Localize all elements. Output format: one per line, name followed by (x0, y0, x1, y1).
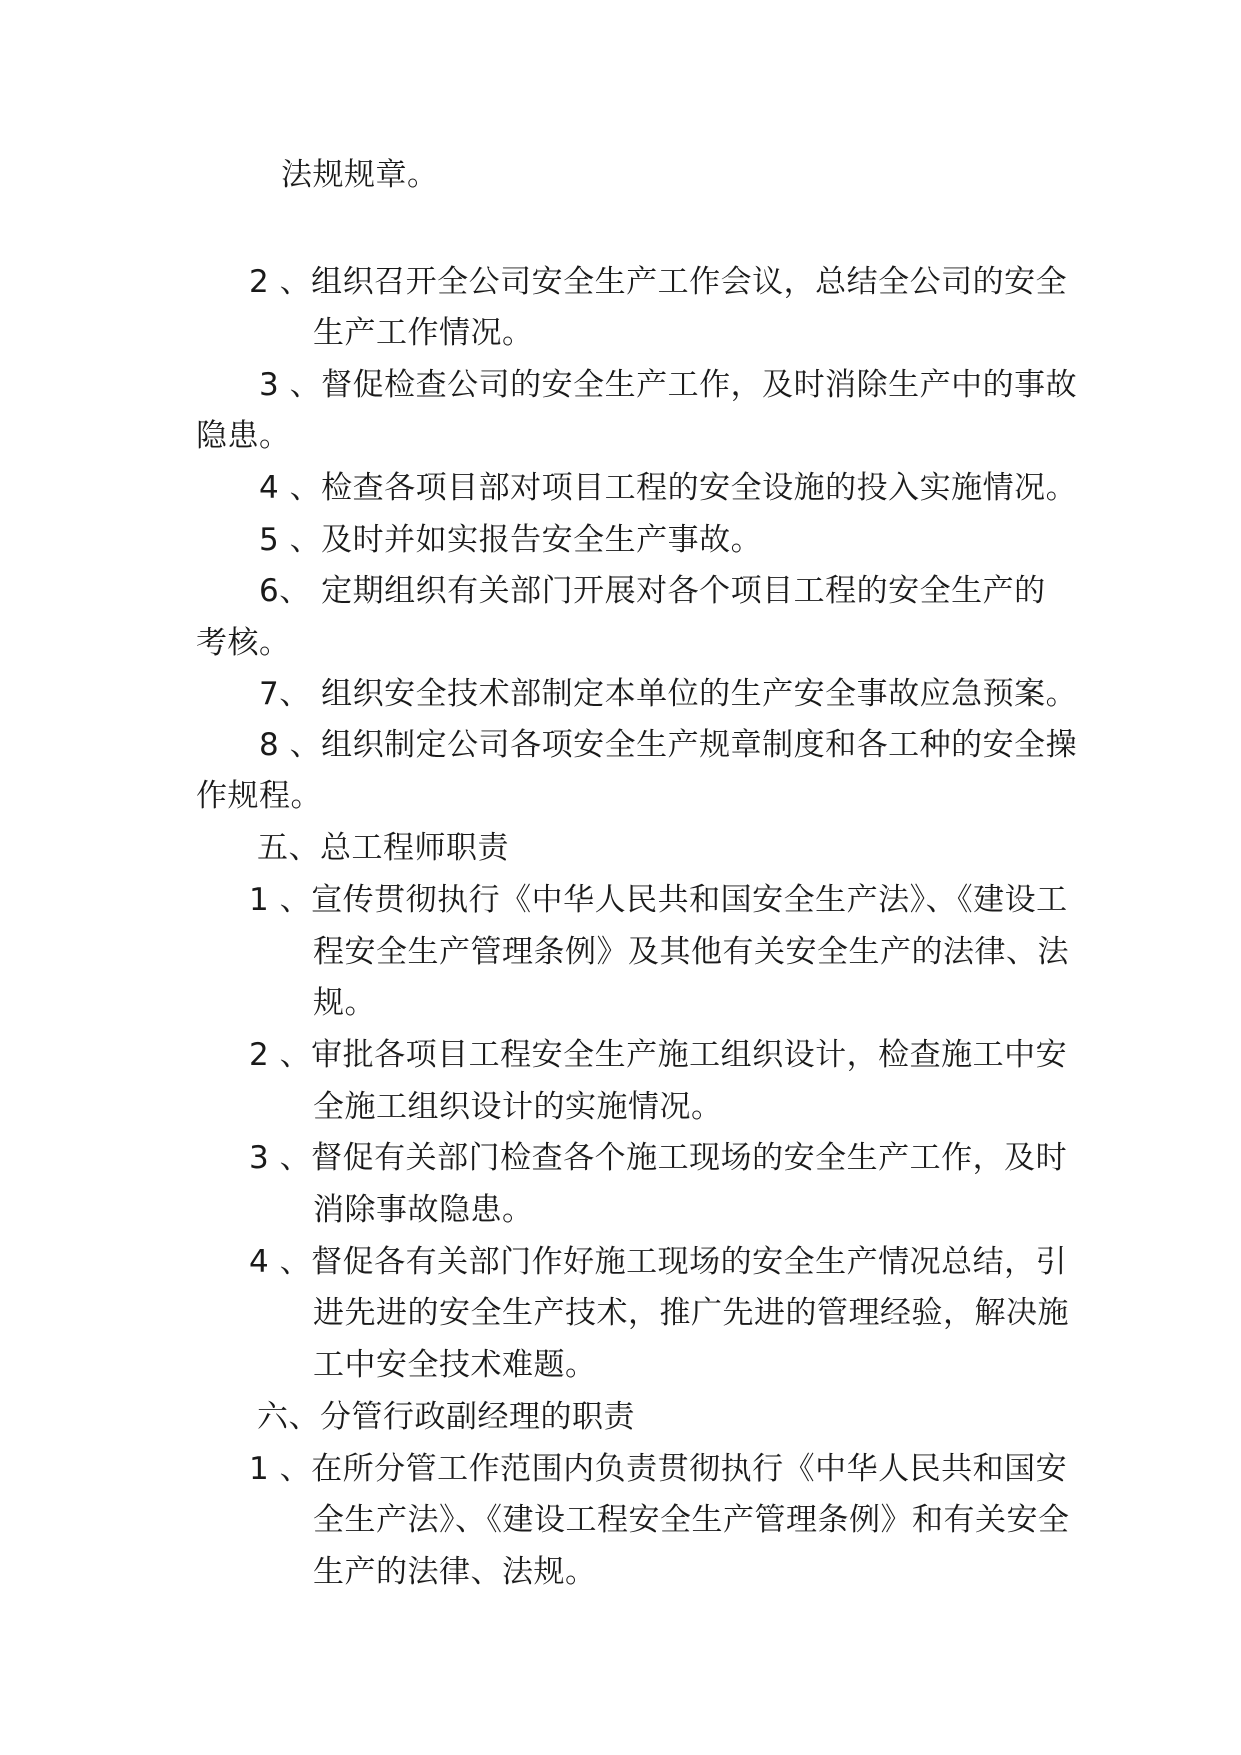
text-line: 工中安全技术难题。 (313, 1347, 597, 1383)
text-line: 生产工作情况。 (313, 315, 534, 351)
section-heading: 五、总工程师职责 (257, 830, 509, 866)
text-line: 生产的法律、法规。 (313, 1554, 597, 1590)
text-line: 作规程。 (196, 778, 322, 814)
text-line: 考核。 (196, 625, 291, 661)
list-item-1: 1 、宣传贯彻执行《中华人民共和国安全生产法》、《建设工 (249, 882, 1068, 918)
list-item-3: 3 、督促检查公司的安全生产工作，及时消除生产中的事故 (259, 367, 1078, 403)
list-item-4: 4 、检查各项目部对项目工程的安全设施的投入实施情况。 (259, 470, 1078, 506)
text-line: 全施工组织设计的实施情况。 (313, 1089, 723, 1125)
text-line: 进先进的安全生产技术，推广先进的管理经验，解决施 (313, 1295, 1069, 1331)
list-item-2: 2 、组织召开全公司安全生产工作会议，总结全公司的安全 (249, 264, 1068, 300)
text-line: 隐患。 (196, 418, 291, 454)
text-line: 程安全生产管理条例》及其他有关安全生产的法律、法 (313, 934, 1069, 970)
list-item-2: 2 、审批各项目工程安全生产施工组织设计，检查施工中安 (249, 1037, 1068, 1073)
list-item-6: 6、 定期组织有关部门开展对各个项目工程的安全生产的 (259, 573, 1046, 609)
list-item-5: 5 、及时并如实报告安全生产事故。 (259, 522, 763, 558)
list-item-3: 3 、督促有关部门检查各个施工现场的安全生产工作，及时 (249, 1140, 1068, 1176)
list-item-8: 8 、组织制定公司各项安全生产规章制度和各工种的安全操 (259, 727, 1078, 763)
section-heading: 六、分管行政副经理的职责 (257, 1399, 635, 1435)
text-line: 法规规章。 (281, 157, 439, 193)
list-item-1: 1 、在所分管工作范围内负责贯彻执行《中华人民共和国安 (249, 1451, 1068, 1487)
list-item-7: 7、 组织安全技术部制定本单位的生产安全事故应急预案。 (259, 676, 1078, 712)
text-line: 全生产法》、《建设工程安全生产管理条例》和有关安全 (313, 1502, 1070, 1538)
list-item-4: 4 、督促各有关部门作好施工现场的安全生产情况总结，引 (249, 1244, 1068, 1280)
text-line: 规。 (313, 985, 376, 1021)
text-line: 消除事故隐患。 (313, 1192, 534, 1228)
